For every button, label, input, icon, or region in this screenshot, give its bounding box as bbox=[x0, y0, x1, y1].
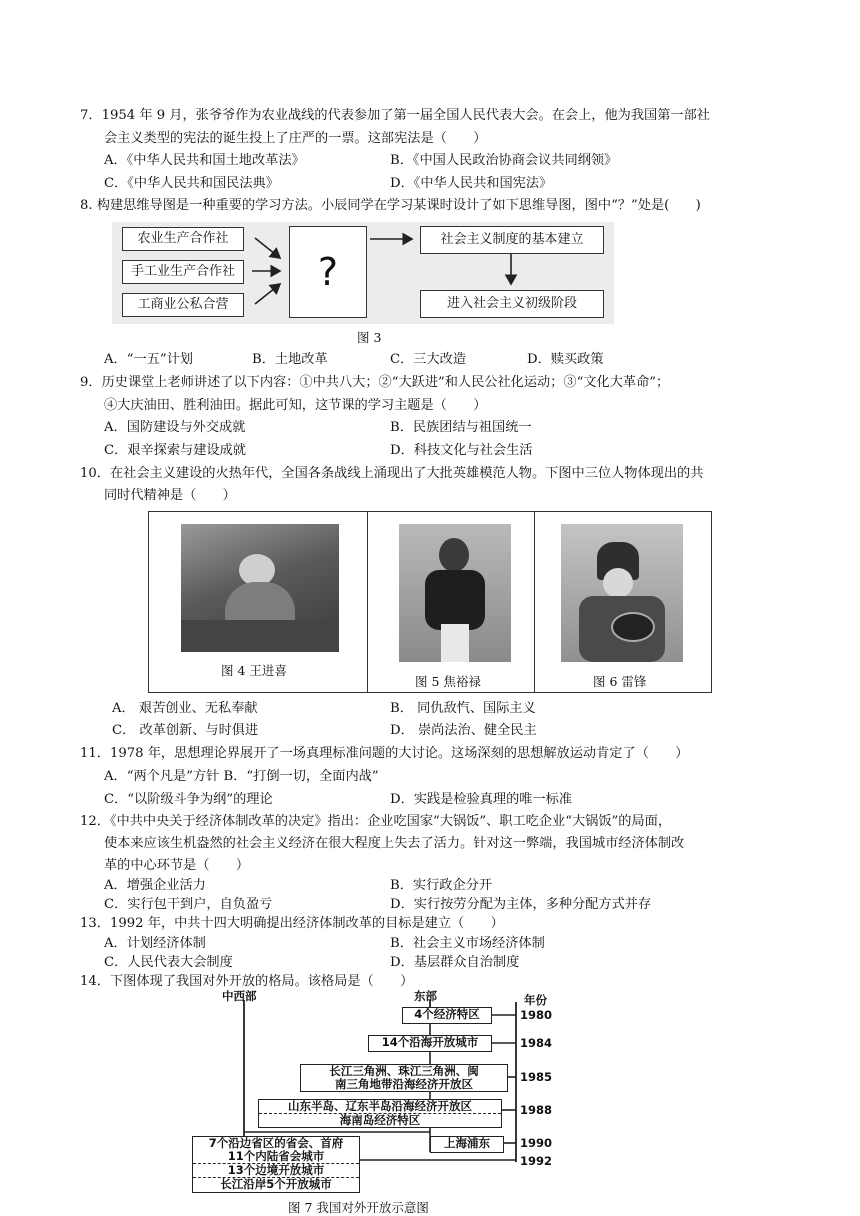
q13-option-d: D．基层群众自治制度 bbox=[390, 955, 520, 970]
east-box-pudong: 上海浦东 bbox=[430, 1136, 504, 1153]
photo-jiao-yulu bbox=[399, 524, 511, 662]
q9-stem-line2: ④大庆油田、胜利油田。据此可知，这节课的学习主题是（ ） bbox=[104, 398, 487, 413]
diagram-header-west: 中西部 bbox=[222, 989, 257, 1003]
q10-option-a: A． 艰苦创业、无私奉献 bbox=[112, 701, 258, 716]
q10-option-d: D． 崇尚法治、健全民主 bbox=[390, 723, 537, 738]
year-1985: 1985 bbox=[520, 1070, 553, 1084]
year-1980: 1980 bbox=[520, 1008, 553, 1022]
q13-option-b: B．社会主义市场经济体制 bbox=[390, 936, 545, 951]
q11-option-c: C．“以阶级斗争为纲”的理论 bbox=[104, 792, 273, 807]
q9-stem-line1: 9．历史课堂上老师讲述了以下内容：①中共八大；②“大跃进”和人民公社化运动；③“文化大革命”； bbox=[80, 375, 670, 390]
q10-caption-figure6: 图 6 雷锋 bbox=[593, 674, 647, 689]
q7-option-b: B．《中国人民政治协商会议共同纲领》 bbox=[390, 153, 618, 168]
east-box-peninsulas-line2: 海南岛经济特区 bbox=[259, 1113, 501, 1127]
q8-mind-map bbox=[112, 222, 614, 324]
west-box-line3: 13个边境开放城市 bbox=[193, 1163, 359, 1177]
west-box-group bbox=[192, 1136, 360, 1193]
mind-map-arrows bbox=[112, 222, 614, 324]
q11-option-ab: A．“两个凡是”方针 B．“打倒一切，全面内战” bbox=[104, 769, 379, 784]
q8-figure-caption: 图 3 bbox=[357, 330, 382, 345]
q12-stem-line2: 使本来应该生机盎然的社会主义经济在很大程度上失去了活力。针对这一弊端，我国城市经济体制改 bbox=[104, 836, 685, 851]
q10-option-c: C． 改革创新、与时俱进 bbox=[112, 723, 259, 738]
q10-stem-line1: 10．在社会主义建设的火热年代，全国各条战线上涌现出了大批英雄模范人物。下图中三位人物体现出的共 bbox=[80, 466, 704, 481]
q7-option-a: A．《中华人民共和国土地改革法》 bbox=[104, 153, 305, 168]
west-box-line1: 7个沿边省区的省会、首府 bbox=[208, 1136, 344, 1150]
q12-option-c: C．实行包干到户，自负盈亏 bbox=[104, 897, 273, 912]
east-box-deltas-line2: 南三角地带沿海经济开放区 bbox=[335, 1077, 473, 1091]
q8-stem: 8. 构建思维导图是一种重要的学习方法。小辰同学在学习某课时设计了如下思维导图，图中“？”处是( ) bbox=[80, 198, 701, 213]
year-1990: 1990 bbox=[520, 1136, 553, 1150]
year-1984: 1984 bbox=[520, 1036, 553, 1050]
east-box-14-cities: 14个沿海开放城市 bbox=[368, 1035, 492, 1052]
east-box-deltas bbox=[300, 1064, 508, 1092]
q9-option-d: D．科技文化与社会生活 bbox=[390, 443, 533, 458]
mind-map-node-socialist-system: 社会主义制度的基本建立 bbox=[420, 226, 604, 254]
mind-map-question-mark: ? bbox=[289, 226, 367, 318]
mind-map-node-agriculture: 农业生产合作社 bbox=[122, 227, 244, 251]
west-box-line2: 11个内陆省会城市 bbox=[227, 1149, 325, 1163]
q14-opening-diagram bbox=[186, 989, 560, 1198]
mind-map-node-handicraft: 手工业生产合作社 bbox=[122, 260, 244, 284]
q14-figure-caption: 图 7 我国对外开放示意图 bbox=[288, 1200, 429, 1215]
q10-caption-figure4: 图 4 王进喜 bbox=[221, 663, 287, 678]
q7-option-d: D．《中华人民共和国宪法》 bbox=[390, 176, 553, 191]
q13-option-c: C．人民代表大会制度 bbox=[104, 955, 233, 970]
q12-option-d: D．实行按劳分配为主体，多种分配方式并存 bbox=[390, 897, 652, 912]
q8-option-b: B．土地改革 bbox=[252, 352, 328, 367]
photo-lei-feng bbox=[561, 524, 683, 662]
diagram-header-east: 东部 bbox=[414, 989, 437, 1003]
q7-stem-line2: 会主义类型的宪法的诞生投上了庄严的一票。这部宪法是（ ） bbox=[104, 131, 487, 146]
q11-option-d: D．实践是检验真理的唯一标准 bbox=[390, 792, 573, 807]
q12-option-b: B．实行政企分开 bbox=[390, 878, 493, 893]
q10-photo-frame bbox=[148, 511, 712, 693]
q8-option-d: D．赎买政策 bbox=[527, 352, 604, 367]
east-box-peninsulas-line1: 山东半岛、辽东半岛沿海经济开放区 bbox=[288, 1099, 472, 1113]
q14-stem: 14．下图体现了我国对外开放的格局。该格局是（ ） bbox=[80, 974, 414, 989]
q9-option-b: B．民族团结与祖国统一 bbox=[390, 420, 532, 435]
q12-stem-line3: 革的中心环节是（ ） bbox=[104, 858, 250, 873]
photo-wang-jinxi bbox=[181, 524, 339, 652]
q7-stem-line1: 7．1954 年 9 月，张爷爷作为农业战线的代表参加了第一届全国人民代表大会。在会上，他为我国第一部社 bbox=[80, 108, 710, 123]
q11-stem: 11．1978 年，思想理论界展开了一场真理标准问题的大讨论。这场深刻的思想解放运动肯定了（ ） bbox=[80, 746, 689, 761]
q8-option-a: A．“一五”计划 bbox=[104, 352, 193, 367]
east-box-4-sez: 4个经济特区 bbox=[402, 1007, 492, 1024]
q9-option-a: A．国防建设与外交成就 bbox=[104, 420, 246, 435]
diagram-header-year: 年份 bbox=[524, 993, 547, 1007]
q10-caption-figure5: 图 5 焦裕禄 bbox=[415, 674, 481, 689]
q7-option-c: C．《中华人民共和国民法典》 bbox=[104, 176, 279, 191]
q12-option-a: A．增强企业活力 bbox=[104, 878, 206, 893]
q12-stem-line1: 12．《中共中央关于经济体制改革的决定》指出：企业吃国家“大锅饭”、职工吃企业“大锅饭”的局面， bbox=[80, 814, 672, 829]
q10-option-b: B． 同仇敌忾、国际主义 bbox=[390, 701, 536, 716]
q9-option-c: C．艰辛探索与建设成就 bbox=[104, 443, 246, 458]
q13-option-a: A．计划经济体制 bbox=[104, 936, 206, 951]
east-box-deltas-line1: 长江三角洲、珠江三角洲、闽 bbox=[329, 1064, 479, 1078]
west-box-line4: 长江沿岸5个开放城市 bbox=[193, 1177, 359, 1191]
q13-stem: 13．1992 年，中共十四大明确提出经济体制改革的目标是建立（ ） bbox=[80, 916, 504, 931]
mind-map-node-commerce: 工商业公私合营 bbox=[122, 293, 244, 317]
east-box-peninsulas bbox=[258, 1099, 502, 1128]
year-1992: 1992 bbox=[520, 1154, 553, 1168]
mind-map-node-primary-stage: 进入社会主义初级阶段 bbox=[420, 290, 604, 318]
q10-stem-line2: 同时代精神是（ ） bbox=[104, 488, 236, 503]
q8-option-c: C．三大改造 bbox=[390, 352, 467, 367]
year-1988: 1988 bbox=[520, 1103, 553, 1117]
